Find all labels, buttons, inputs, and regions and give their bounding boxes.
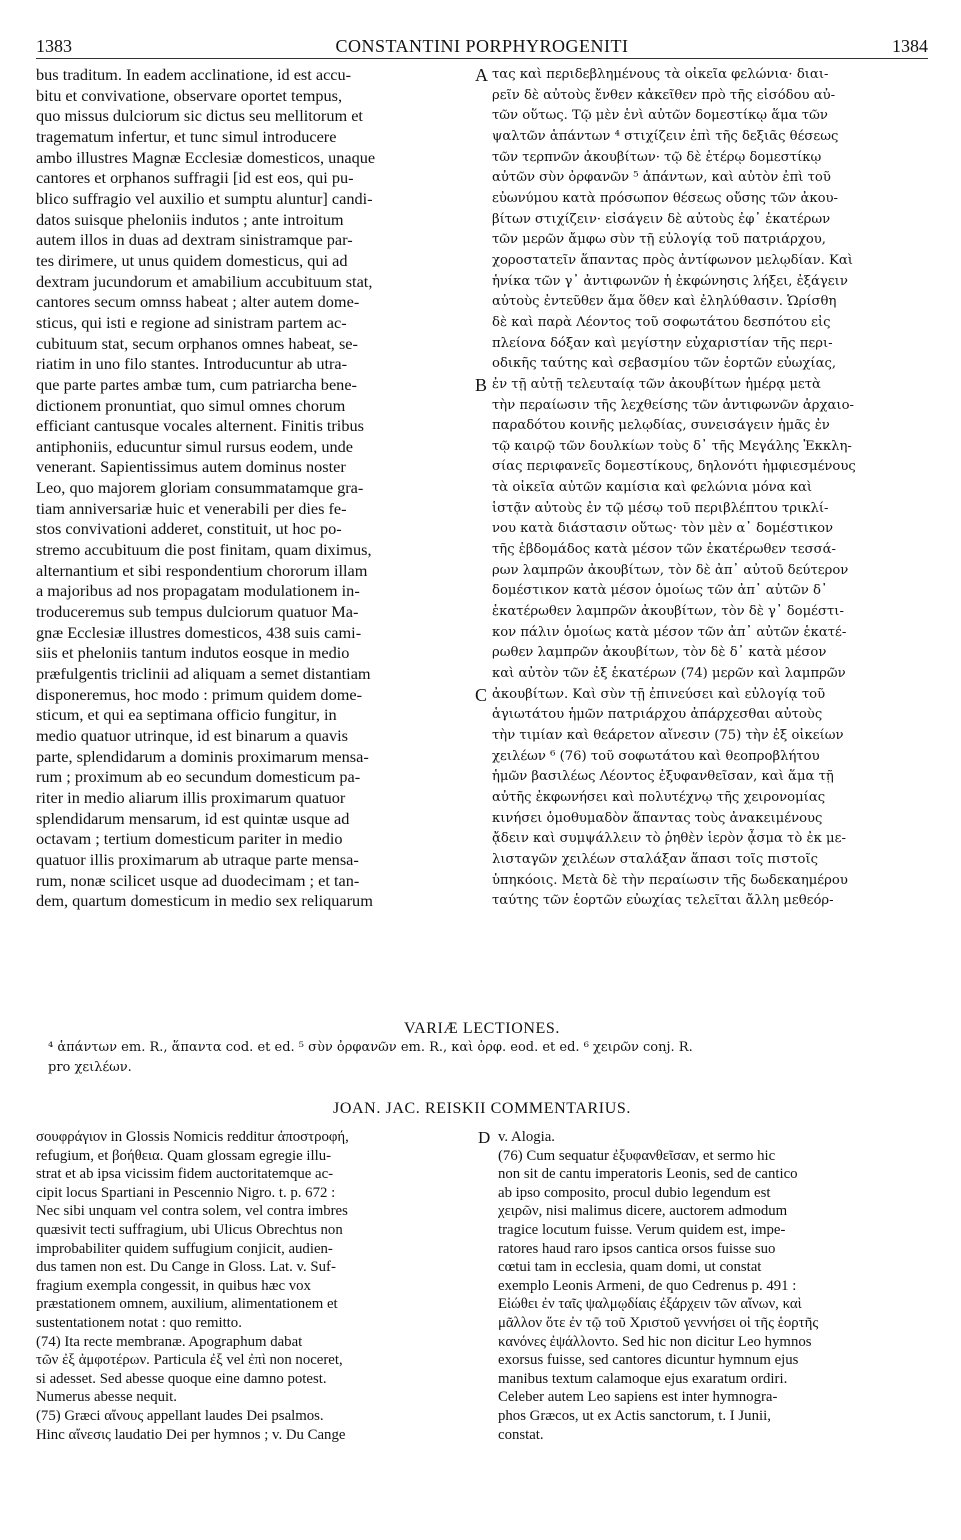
text-line: cantores secum omnss habeat ; alter autem dome- [36, 292, 360, 312]
text-line: sustentationem notat : quo remitto. [36, 1314, 242, 1331]
text-line: non sit de cantu imperatoris Leonis, sed de cantico [498, 1166, 798, 1183]
text-line: cubituum stat, secum orphanos omnes habeat, se- [36, 333, 358, 353]
commentary-right-column [498, 1128, 928, 1444]
text-line: præfulgentis triclinii ad aliquam a semet distantiam [36, 664, 371, 684]
text-line: exemplo Leonis Armeni, de quo Cedrenus p. 491 : [498, 1277, 797, 1294]
text-line: exorsus fuisse, sed cantores dicuntur hymnum ejus [498, 1352, 799, 1369]
text-line: ἡμῶν βασιλέως Λέοντος ἐξυφανθεῖσαν, καὶ ἅμα τῇ [492, 769, 834, 785]
text-line: δὲ καὶ παρὰ Λέοντος τοῦ σοφωτάτου δεσπότου εἰς [492, 314, 831, 330]
text-line: βίτων στιχίζειν· εἰσάγειν δὲ αὐτοὺς ἐφ᾽ ἑκατέρων [492, 211, 831, 227]
text-line: Nec sibi unquam vel contra solem, vel contra imbres [36, 1203, 348, 1220]
text-line: bitu et convivatione, observare oportet tempus, [36, 85, 343, 105]
text-line: μᾶλλον ὅτε ἐν τῷ τοῦ Χριστοῦ γεννήσει οἱ τῆς ἑορτῆς [498, 1314, 819, 1331]
text-line: riter in medio aliarum illis proximarum quatuor [36, 787, 346, 807]
variae-lectiones [36, 1020, 928, 1078]
text-line: autem illos in duas ad dextram sinistramque par- [36, 230, 353, 250]
text-line: εὐωνύμου κατὰ πρόσωπον θέσεως οὔσης τῶν ἀκου- [492, 190, 839, 206]
text-line: bus traditum. In eadem acclinatione, id est accu- [36, 65, 352, 84]
text-line: v. Alogia. [498, 1129, 555, 1145]
text-line: αὐτῶν σὺν ὀρφανῶν ⁵ ἁπάντων, καὶ αὐτὸν ἐπὶ τοῦ [492, 170, 831, 186]
text-line: τῶν ἐξ ἀμφοτέρων. Particula ἐξ vel ἐπὶ non noceret, [36, 1352, 343, 1369]
text-line: (76) Cum sequatur ἐξυφανθεῖσαν, et sermo hic [498, 1147, 776, 1164]
text-line: a majoribus ad nos propagatam modulationem in- [36, 581, 360, 601]
text-line: que parte partes ambæ tum, cum patriarcha bene- [36, 374, 357, 394]
text-line: πλείονα δόξαν καὶ μεγίστην εὐχαριστίαν τῆς περι- [492, 335, 833, 351]
text-line: ἡνίκα τῶν γ᾽ ἀντιφωνῶν ἡ ἐκφώνησις λήξει, ἐξάγειν [492, 273, 848, 289]
text-line: gnæ Ecclesiæ illustres domesticos, 438 suis cami- [36, 622, 362, 642]
text-line: κινήσει ὁμοθυμαδὸν ἅπαντας τοὺς ἀνακειμένους [492, 810, 823, 826]
variae-title: VARIÆ LECTIONES. [404, 1020, 560, 1037]
text-line: ρωθεν λαμπρῶν ἀκουβίτων, τὸν δὲ δ᾽ κατὰ μέσον [492, 645, 827, 661]
text-line: τῷ καιρῷ τῶν δουλκίων τοὺς δ᾽ τῆς Μεγάλης Ἐκκλη- [492, 438, 852, 454]
text-line: (74) Ita recte membranæ. Apographum dabat [36, 1333, 303, 1350]
text-line: καὶ αὐτὸν τῶν ἐξ ἑκατέρων (74) μερῶν καὶ λαμπρῶν [492, 666, 846, 682]
text-line: τὴν περαίωσιν τῆς λεχθείσης τῶν ἀντιφωνῶν ἀρχαιο- [492, 397, 854, 413]
text-line: Leo, quo majorem gloriam consummatamque gra- [36, 478, 364, 498]
text-line: sticus, qui isti e regione ad sinistram partem ac- [36, 312, 347, 332]
text-line: ratores haud raro ipsos cantica orsos fuisse suo [498, 1240, 776, 1257]
text-line: ταύτης τῶν ἑορτῶν εὐωχίας τελεῖται ἄλλη μεθεόρ- [492, 893, 834, 909]
document-page [36, 30, 928, 1443]
margin-letter-a: A [475, 65, 488, 85]
text-line: λισταγῶν χειλέων σταλάξαν ἅπασι τοῖς πιστοῖς [492, 851, 819, 867]
text-line: Εἰώθει ἐν ταῖς ψαλμῳδίαις ἐξάρχειν τῶν αἴνων, καὶ [498, 1296, 802, 1313]
text-line: tiam anniversariæ huic et venerabili per dies fe- [36, 498, 347, 518]
text-line: tragice locutum fuisse. Verum quidem est, impe- [498, 1221, 786, 1238]
page-number-left: 1383 [36, 36, 72, 56]
text-line: ἱστᾷν αὐτοὺς ἐν τῷ μέσῳ τοῦ περιβλέπτου τρικλί- [492, 500, 829, 516]
text-line: dus tamen non est. Du Cange in Gloss. Lat. v. Suf- [36, 1259, 336, 1276]
text-line: χοροστατεῖν ἅπαντας πρὸς ἀντίφωνον μελῳδίαν. Καὶ [492, 252, 853, 268]
text-line: τῆς ἑβδομάδος κατὰ μέσον τῶν ἑκατέρωθεν τεσσά- [492, 542, 836, 558]
text-line: quæsivit tecti suffragium, ubi Ulicus Obrechtus non [36, 1221, 343, 1238]
text-line: χειλέων ⁶ (76) τοῦ σοφωτάτου καὶ θεοπροβλήτου [492, 748, 820, 764]
text-line: rum ; proximum ab eo secundum domesticum pa- [36, 767, 361, 787]
text-line: ἐν τῇ αὐτῇ τελευταίᾳ τῶν ἀκουβίτων ἡμέρᾳ μετὰ [492, 376, 821, 392]
text-line: manibus textum calamoque ejus exaratum ordiri. [498, 1370, 788, 1387]
text-line: blico suffragio vel auxilio et sumptu aluntur] candi- [36, 188, 373, 208]
text-line: venerant. Sapientissimus autem dominus noster [36, 457, 346, 477]
text-line: medio quatuor utrinque, id est binarum a quavis [36, 726, 348, 745]
text-line: tragematum infertur, et tunc simul introducere [36, 126, 337, 146]
text-line: quatuor illis proximarum ab utraque parte mensa- [36, 849, 359, 869]
text-line: δομέστικον κατὰ μέσον ὁμοίως τῶν ἀπ᾽ αὐτῶν δ᾽ [492, 583, 828, 599]
text-line: τὰ οἰκεῖα αὐτῶν καμίσια καὶ φελώνια μόνα καὶ [492, 480, 813, 496]
greek-column [492, 65, 928, 912]
variae-line: ⁴ ἁπάντων em. R., ἅπαντα cod. et ed. ⁵ σὺν ὀρφανῶν em. R., καὶ ὀρφ. eod. et ed. ⁶ χειρῶν conj. R. [48, 1040, 693, 1055]
text-line: stos convivationi adderet, constituit, ut hoc po- [36, 519, 342, 539]
text-line: si adesset. Sed abesse quoque eine damno potest. [36, 1370, 327, 1387]
text-line: Numerus abesse nequit. [36, 1389, 177, 1406]
text-line: sticum, et qui ea septimana officio fungitur, in [36, 705, 337, 725]
text-line: alternantium et sibi respondentium chororum illam [36, 560, 368, 580]
text-line: αὐτῆς ἐκφωνήσει καὶ πολυτέχνῳ τῆς χειρονομίας [492, 789, 826, 805]
text-line: quo missus dulciorum sic dictus seu mellitorum et [36, 106, 363, 126]
main-text-columns [36, 65, 928, 1025]
commentary-title: JOAN. JAC. REISKII COMMENTARIUS. [333, 1100, 631, 1117]
margin-letter-c: C [475, 685, 488, 705]
running-title: CONSTANTINI PORPHYROGENITI [335, 36, 629, 56]
text-line: ἑκατέρωθεν λαμπρῶν ἀκουβίτων, τὸν δὲ γ᾽ δομέστι- [492, 604, 844, 620]
text-line: rum, nonæ scilicet usque ad duodecimam ; et tan- [36, 870, 360, 890]
text-line: κανόνες ἐψάλλοντο. Sed hic non dicitur Leo hymnos [498, 1333, 812, 1350]
text-line: tes dirimere, ut unus quidem domesticus, qui ad [36, 250, 348, 270]
text-line: τας καὶ περιδεβλημένους τὰ οἰκεῖα φελώνια· διαι- [492, 67, 829, 82]
text-line: datos suisque pheloniis indutos ; ante introitum [36, 209, 344, 229]
text-line: octavam ; tertium domesticum pariter in medio [36, 829, 343, 849]
text-line: constat. [498, 1426, 544, 1443]
text-line: σίας περιφανεῖς δομεστίκους, δηλονότι ἠμφιεσμένους [492, 459, 856, 475]
text-line: phos Græcos, ut ex Actis sanctorum, t. I Junii, [498, 1407, 771, 1424]
text-line: τῶν οὕτως. Τῷ μὲν ἑνὶ αὐτῶν δομεστίκῳ ἅμα τῶν [492, 108, 828, 124]
text-line: ρεῖν δὲ αὐτοὺς ἔνθεν κἀκεῖθεν πρὸ τῆς εἰσόδου αὐ- [492, 87, 836, 103]
margin-letter-b: B [475, 375, 488, 395]
text-line: ἀκουβίτων. Καὶ σὺν τῇ ἐπινεύσει καὶ εὐλογίᾳ τοῦ [492, 686, 826, 702]
text-line: stremo accubituum die post finitam, quam diximus, [36, 540, 372, 560]
text-line: fragium exempla congessit, in quibus hæc vox [36, 1277, 311, 1294]
variae-line: pro χειλέων. [48, 1060, 132, 1075]
text-line: χειρῶν, nisi malimus dicere, auctorem admodum [498, 1203, 788, 1220]
text-line: αὐτοὺς ἐντεῦθεν ἅμα ὅθεν καὶ ἐληλύθασιν. Ὡρίσθη [492, 294, 837, 310]
commentary-columns [36, 1128, 928, 1443]
text-line: τῶν μερῶν ἄμφω σὺν τῇ εὐλογίᾳ τοῦ πατριάρχου, [492, 232, 826, 248]
text-line: cœtui tam in ecclesia, quam domi, ut constat [498, 1259, 762, 1276]
page-number-right: 1384 [892, 36, 928, 56]
text-line: dictionem pronuntiat, quo simul omnes chorum [36, 395, 346, 415]
text-line: dem, quartum domesticum in medio sex reliquarum [36, 891, 373, 911]
commentary-left-column [36, 1128, 468, 1444]
text-line: splendidarum mensarum, id est quintæ usque ad [36, 808, 350, 828]
text-line: Hinc αἴνεσις laudatio Dei per hymnos ; v. Du Cange [36, 1426, 346, 1443]
text-line: efficiant cantusque vocales alternent. Finitis tribus [36, 416, 364, 436]
text-line: cantores et orphanos suffragii [id est eos, qui pu- [36, 168, 354, 188]
text-line: ambo illustres Magnæ Ecclesiæ domesticos, unaque [36, 147, 376, 167]
text-line: ὑπηκόοις. Μετὰ δὲ τὴν περαίωσιν τῆς δωδεκαημέρου [492, 872, 848, 888]
text-line: τῶν τερπνῶν ἀκουβίτων· τῷ δὲ ἑτέρῳ δομεστίκῳ [492, 149, 822, 165]
text-line: κον πάλιν ὁμοίως κατὰ μέσον τῶν ἀπ᾽ αὐτῶν ἑκατέ- [492, 624, 847, 640]
text-line: improbabiliter quidem suffugium conjicit, audien- [36, 1240, 333, 1257]
text-line: νου κατὰ διάστασιν οὕτως· τὸν μὲν α᾽ δομέστικον [492, 521, 834, 537]
text-line: σουφράγιον in Glossis Nomicis redditur ἀποστροφή, [36, 1129, 349, 1145]
text-line: siis et pheloniis tantum indutos eosque in medio [36, 643, 350, 663]
margin-letter-d: D [478, 1128, 491, 1147]
text-line: ab ipso composito, procul dubio legendum est [498, 1184, 771, 1201]
text-line: παραδότου κοινῆς μελῳδίας, συνεισάγειν ἡμᾶς ἐν [492, 418, 830, 434]
text-line: ψαλτῶν ἁπάντων ⁴ στιχίζειν ἐπὶ τῆς δεξιᾶς θέσεως [492, 128, 839, 144]
text-line: ἁγιωτάτου ἡμῶν πατριάρχου ἀπάρχεσθαι αὐτοὺς [492, 707, 823, 723]
text-line: cipit locus Spartiani in Pescennio Nigro. t. p. 672 : [36, 1184, 336, 1201]
text-line: τὴν τιμίαν καὶ θεάρετον αἴνεσιν (75) τὴν ἐξ οἰκείων [492, 728, 844, 743]
text-line: troduceremus sub tempus dulciorum quatuor Ma- [36, 602, 359, 622]
text-line: parte, splendidarum a dominis proximarum mensa- [36, 746, 369, 766]
running-header [36, 30, 928, 59]
text-line: riatim in uno filo stantes. Introducuntur ab utra- [36, 354, 348, 374]
text-line: Celeber autem Leo sapiens est inter hymnogra- [498, 1389, 778, 1406]
text-line: strat et ab ipsa vicissim fidem auctoritatemque ac- [36, 1166, 334, 1183]
text-line: antiphoniis, educuntur simul rursus eodem, unde [36, 436, 353, 456]
latin-column [36, 65, 468, 912]
text-line: dextram jucundorum et amabilium accubituum stat, [36, 271, 373, 291]
text-line: ρων λαμπρῶν ἀκουβίτων, τὸν δὲ ἀπ᾽ αὐτοῦ δεύτερον [492, 562, 849, 578]
text-line: præstationem omnem, auxilium, alimentationem et [36, 1296, 338, 1313]
text-line: οδικῆς ταύτης καὶ σεβασμίου τῶν ἑορτῶν εὐωχίας, [492, 356, 837, 372]
text-line: ᾄδειν καὶ συμψάλλειν τὸ ῥηθὲν ἱερὸν ᾆσμα τὸ ἐκ με- [492, 831, 846, 847]
text-line: disponeremus, hoc modo : primum quidem dome- [36, 684, 363, 704]
text-line: refugium, et βοήθεια. Quam glossam egregie illu- [36, 1147, 332, 1164]
text-line: (75) Græci αἴνους appellant laudes Dei psalmos. [36, 1407, 324, 1424]
